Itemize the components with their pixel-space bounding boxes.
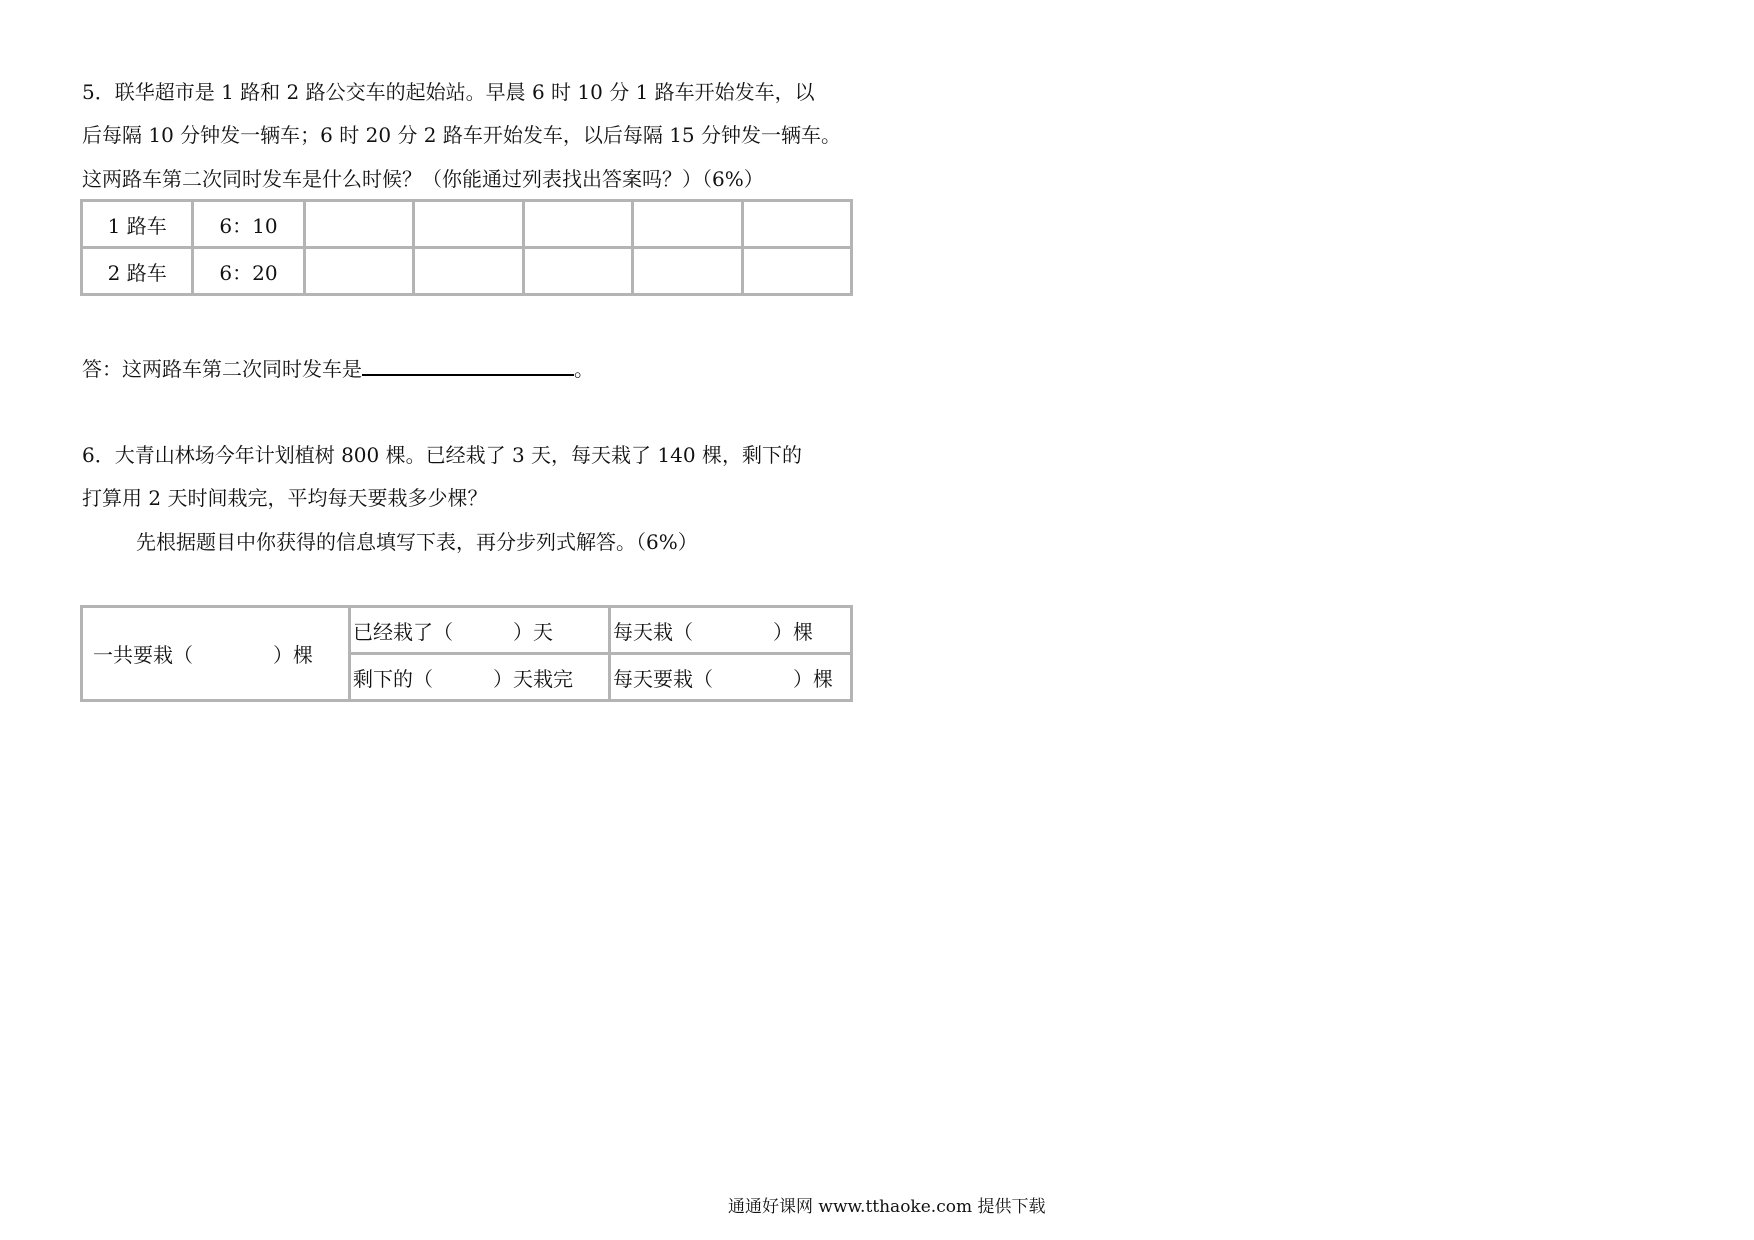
- blank-cell[interactable]: [633, 248, 742, 295]
- blank-cell[interactable]: [633, 201, 742, 248]
- q6-text-line-2: 打算用 2 天时间栽完，平均每天要栽多少棵？: [82, 486, 488, 510]
- blank-cell[interactable]: [304, 248, 413, 295]
- blank-cell[interactable]: [304, 201, 413, 248]
- q5-text-line-1: 5．联华超市是 1 路和 2 路公交车的起始站。早晨 6 时 10 分 1 路车开始发车，以: [82, 80, 815, 104]
- q5-text-line-3: 这两路车第二次同时发车是什么时候？（你能通过列表找出答案吗？）（6%）: [82, 167, 764, 191]
- route-label-cell: 2 路车: [82, 248, 193, 295]
- blank-cell[interactable]: [414, 248, 523, 295]
- blank-cell[interactable]: [414, 201, 523, 248]
- route-label-cell: 1 路车: [82, 201, 193, 248]
- table-row: [82, 248, 852, 295]
- q5-text-line-2: 后每隔 10 分钟发一辆车；6 时 20 分 2 路车开始发车，以后每隔 15 分钟发一辆车。: [82, 123, 842, 147]
- blank-cell[interactable]: [742, 248, 852, 295]
- first-departure-cell: 6：10: [193, 201, 304, 248]
- per-day-done-cell[interactable]: 每天栽（ ）棵: [610, 607, 852, 654]
- planting-info-table: [80, 605, 853, 702]
- days-done-cell[interactable]: 已经栽了（ ）天: [350, 607, 610, 654]
- table-row: [82, 201, 852, 248]
- answer-blank[interactable]: [362, 352, 574, 376]
- footer-source: 通通好课网 www.tthaoke.com 提供下载: [728, 1197, 1046, 1217]
- q6-text-line-1: 6．大青山林场今年计划植树 800 棵。已经栽了 3 天，每天栽了 140 棵，剩下的: [82, 443, 802, 467]
- bus-schedule-table: [80, 199, 853, 296]
- per-day-needed-cell[interactable]: 每天要栽（ ）棵: [610, 654, 852, 701]
- q6-instruction: 先根据题目中你获得的信息填写下表，再分步列式解答。（6%）: [136, 530, 698, 554]
- first-departure-cell: 6：20: [193, 248, 304, 295]
- total-trees-cell[interactable]: 一共要栽（ ）棵: [82, 607, 350, 701]
- table-row: [82, 607, 852, 654]
- answer-suffix: 。: [574, 357, 594, 381]
- days-left-cell[interactable]: 剩下的（ ）天栽完: [350, 654, 610, 701]
- blank-cell[interactable]: [523, 201, 632, 248]
- answer-prefix: 答：这两路车第二次同时发车是: [82, 357, 362, 381]
- blank-cell[interactable]: [523, 248, 632, 295]
- blank-cell[interactable]: [742, 201, 852, 248]
- q5-answer-line: [82, 352, 594, 383]
